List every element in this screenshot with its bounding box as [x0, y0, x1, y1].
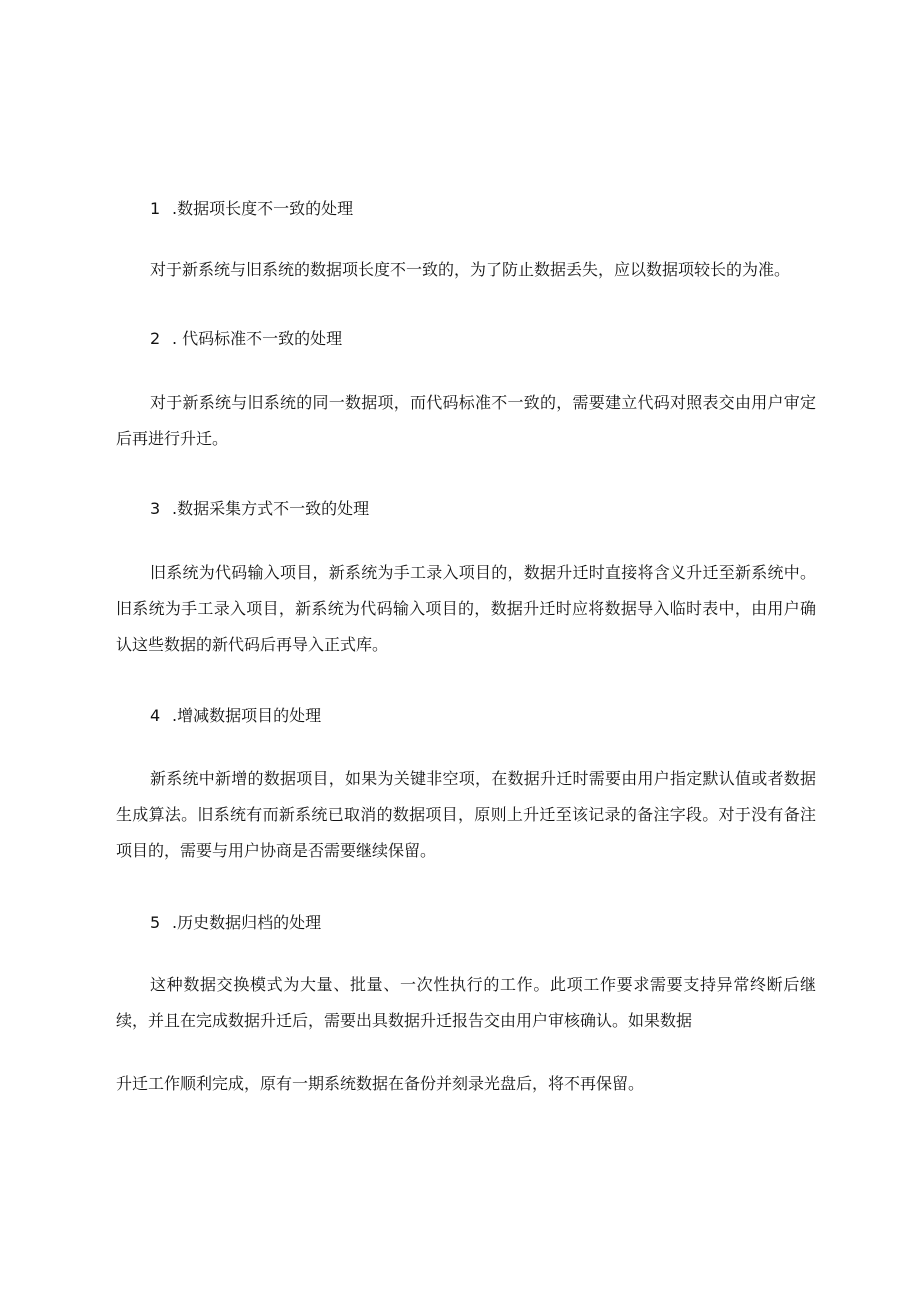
section-2-number: 2	[150, 329, 161, 348]
section-4-title: .增减数据项目的处理	[172, 706, 322, 725]
section-1-heading	[150, 198, 353, 220]
section-5-title: .历史数据归档的处理	[172, 913, 322, 932]
section-4-number: 4	[150, 706, 161, 725]
section-5-number: 5	[150, 913, 161, 932]
section-3-heading	[150, 498, 369, 520]
section-2-body: 对于新系统与旧系统的同一数据项，而代码标准不一致的，需要建立代码对照表交由用户审定后再进行升迁。	[116, 393, 816, 448]
section-2-heading	[150, 328, 342, 350]
section-2-title: . 代码标准不一致的处理	[172, 329, 343, 348]
section-1-title: .数据项长度不一致的处理	[172, 199, 354, 218]
section-4-body: 新系统中新增的数据项目，如果为关键非空项，在数据升迁时需要由用户指定默认值或者数据生成算法。旧系统有而新系统已取消的数据项目，原则上升迁至该记录的备注字段。对于没有备注项目的，需要与用户协商是否需要继续保留。	[116, 769, 816, 860]
section-1-number: 1	[150, 199, 161, 218]
trailing-paragraph: 升迁工作顺利完成，原有一期系统数据在备份并刻录光盘后，将不再保留。	[116, 1074, 645, 1093]
section-3-body: 旧系统为代码输入项目，新系统为手工录入项目的，数据升迁时直接将含义升迁至新系统中。旧系统为手工录入项目，新系统为代码输入项目的，数据升迁时应将数据导入临时表中，由用户确认这些数据的新代码后再导入正式库。	[116, 563, 816, 654]
section-5-heading	[150, 912, 321, 934]
section-3-number: 3	[150, 499, 161, 518]
section-5-body: 这种数据交换模式为大量、批量、一次性执行的工作。此项工作要求需要支持异常终断后继续，并且在完成数据升迁后，需要出具数据升迁报告交由用户审核确认。如果数据	[116, 975, 816, 1030]
section-3-title: .数据采集方式不一致的处理	[172, 499, 370, 518]
section-4-heading	[150, 705, 321, 727]
section-1-body: 对于新系统与旧系统的数据项长度不一致的，为了防止数据丢失，应以数据项较长的为准。	[150, 260, 791, 279]
